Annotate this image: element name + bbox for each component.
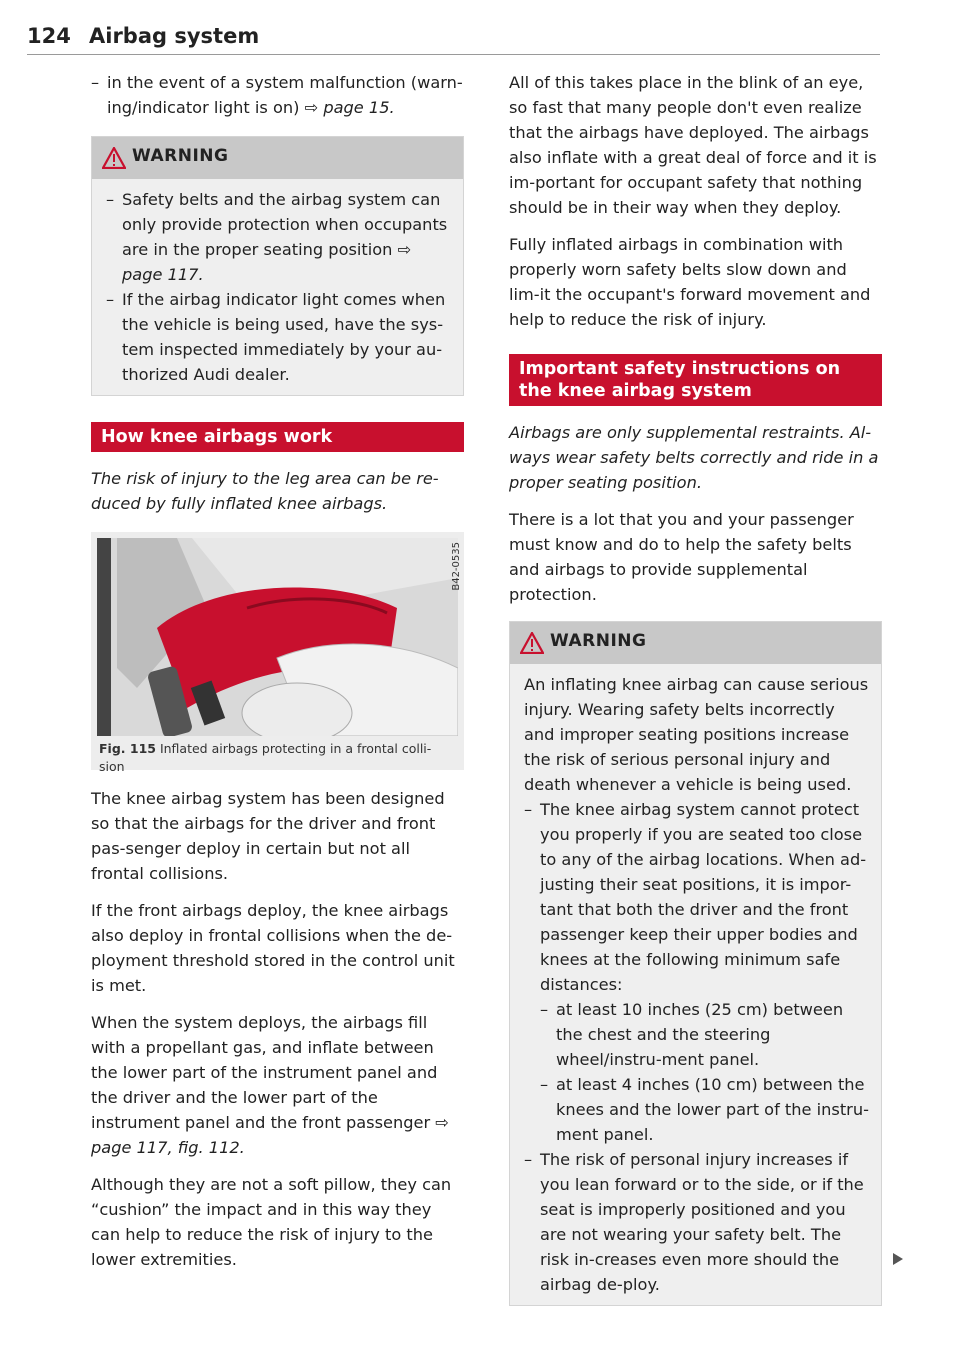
paragraph: Although they are not a soft pillow, they can “cushion” the impact and in this way they can help to reduce the risk of injury to the lower extremities. — [91, 1175, 452, 1269]
section-heading-important-safety-instructions: Important safety instructions on the knee airbag system — [509, 354, 882, 406]
figure-caption — [99, 740, 454, 776]
paragraph: There is a lot that you and your passenger must know and do to help the safety belts and airbags to provide supplemental protection. — [509, 510, 854, 604]
warning-box — [509, 621, 882, 1306]
section-heading-how-knee-airbags-work: How knee airbags work — [91, 422, 464, 452]
page-ref-link[interactable]: ⇨ page 15. — [304, 98, 395, 117]
paragraph-deploy — [91, 1010, 464, 1160]
warning-sub-item: – at least 4 inches (10 cm) between the knees and the lower part of the instru-ment panel. — [540, 1072, 869, 1147]
section-intro: Airbags are only supplemental restraints. Al-ways wear safety belts correctly and ride in a proper seating position. — [509, 423, 879, 492]
warning-item — [106, 187, 451, 287]
warning-header — [92, 137, 463, 179]
intro-bullet — [91, 70, 464, 120]
warning-item — [106, 287, 451, 387]
paragraph: Fully inflated airbags in combination with properly worn safety belts slow down and lim-it the occupant's forward movement and help to reduce the risk of injury. — [509, 235, 871, 329]
paragraph: All of this takes place in the blink of an eye, so fast that many people don't even realize that the airbags have deployed. The airbags also inflate with a great deal of force and it is im-portant for occupant safety that nothing should be in their way when they deploy. — [509, 73, 877, 217]
section-title: Airbag system — [89, 24, 260, 48]
knee-airbag-illustration — [97, 538, 458, 736]
paragraph: If the front airbags deploy, the knee airbags also deploy in frontal collisions when the de-ployment threshold stored in the control unit is met. — [91, 901, 455, 995]
warning-header — [510, 622, 881, 664]
warning-item: – The risk of personal injury increases if you lean forward or to the side, or if the seat is improperly positioned and you are not wearing your safety belt. The risk in-creases even more should the airbag de-ploy. — [524, 1147, 869, 1297]
figure-115 — [91, 532, 464, 774]
page-ref-link[interactable]: ⇨ page 117. — [122, 240, 412, 284]
page-ref-link[interactable]: ⇨ page 117, fig. 112. — [91, 1113, 449, 1157]
warning-triangle-icon — [520, 632, 544, 654]
figure-caption-text: Inflated airbags protecting in a frontal colli-sion — [99, 741, 432, 774]
section-intro: The risk of injury to the leg area can be re-duced by fully inflated knee airbags. — [91, 469, 439, 513]
paragraph: The knee airbag system has been designed so that the airbags for the driver and front pas-senger deploy in certain but not all frontal collisions. — [91, 789, 445, 883]
warning-box — [91, 136, 464, 396]
warning-intro: An inflating knee airbag can cause serious injury. Wearing safety belts incorrectly and improper seating positions increase the risk of serious personal injury and death whenever a vehicle is being used. — [524, 675, 869, 794]
figure-code: B42-0535 — [451, 542, 462, 591]
left-column — [91, 70, 464, 1284]
paragraph-deploy-text: When the system deploys, the airbags fill with a propellant gas, and inflate between the lower part of the instrument panel and the driver and the lower part of the instrument panel and the front passenger — [91, 1013, 438, 1132]
warning-item: – The knee airbag system cannot protect you properly if you are seated too close to any of the airbag locations. When ad-justing their seat positions, it is impor-tant that both the driver and the front passenger keep their upper bodies and knees at the following minimum safe distances: — [524, 797, 869, 997]
intro-bullet-text: in the event of a system malfunction (warn-ing/indicator light is on) — [107, 73, 463, 117]
continue-arrow-icon — [893, 1253, 903, 1265]
warning-item-text: If the airbag indicator light comes when the vehicle is being used, have the sys-tem inspected immediately by your au-thorized Audi dealer. — [122, 290, 446, 384]
figure-caption-label: Fig. 115 — [99, 741, 156, 756]
warning-body — [510, 664, 881, 1305]
page-number: 124 — [27, 24, 71, 48]
page-header — [27, 20, 880, 55]
right-column — [509, 70, 882, 1332]
warning-sub-item: – at least 10 inches (25 cm) between the chest and the steering wheel/instru-ment panel. — [540, 997, 869, 1072]
warning-item-text: Safety belts and the airbag system can only provide protection when occupants are in the proper seating position — [122, 190, 448, 259]
warning-label: WARNING — [550, 631, 647, 651]
warning-triangle-icon — [102, 147, 126, 169]
warning-body — [92, 179, 463, 395]
warning-label: WARNING — [132, 146, 229, 166]
